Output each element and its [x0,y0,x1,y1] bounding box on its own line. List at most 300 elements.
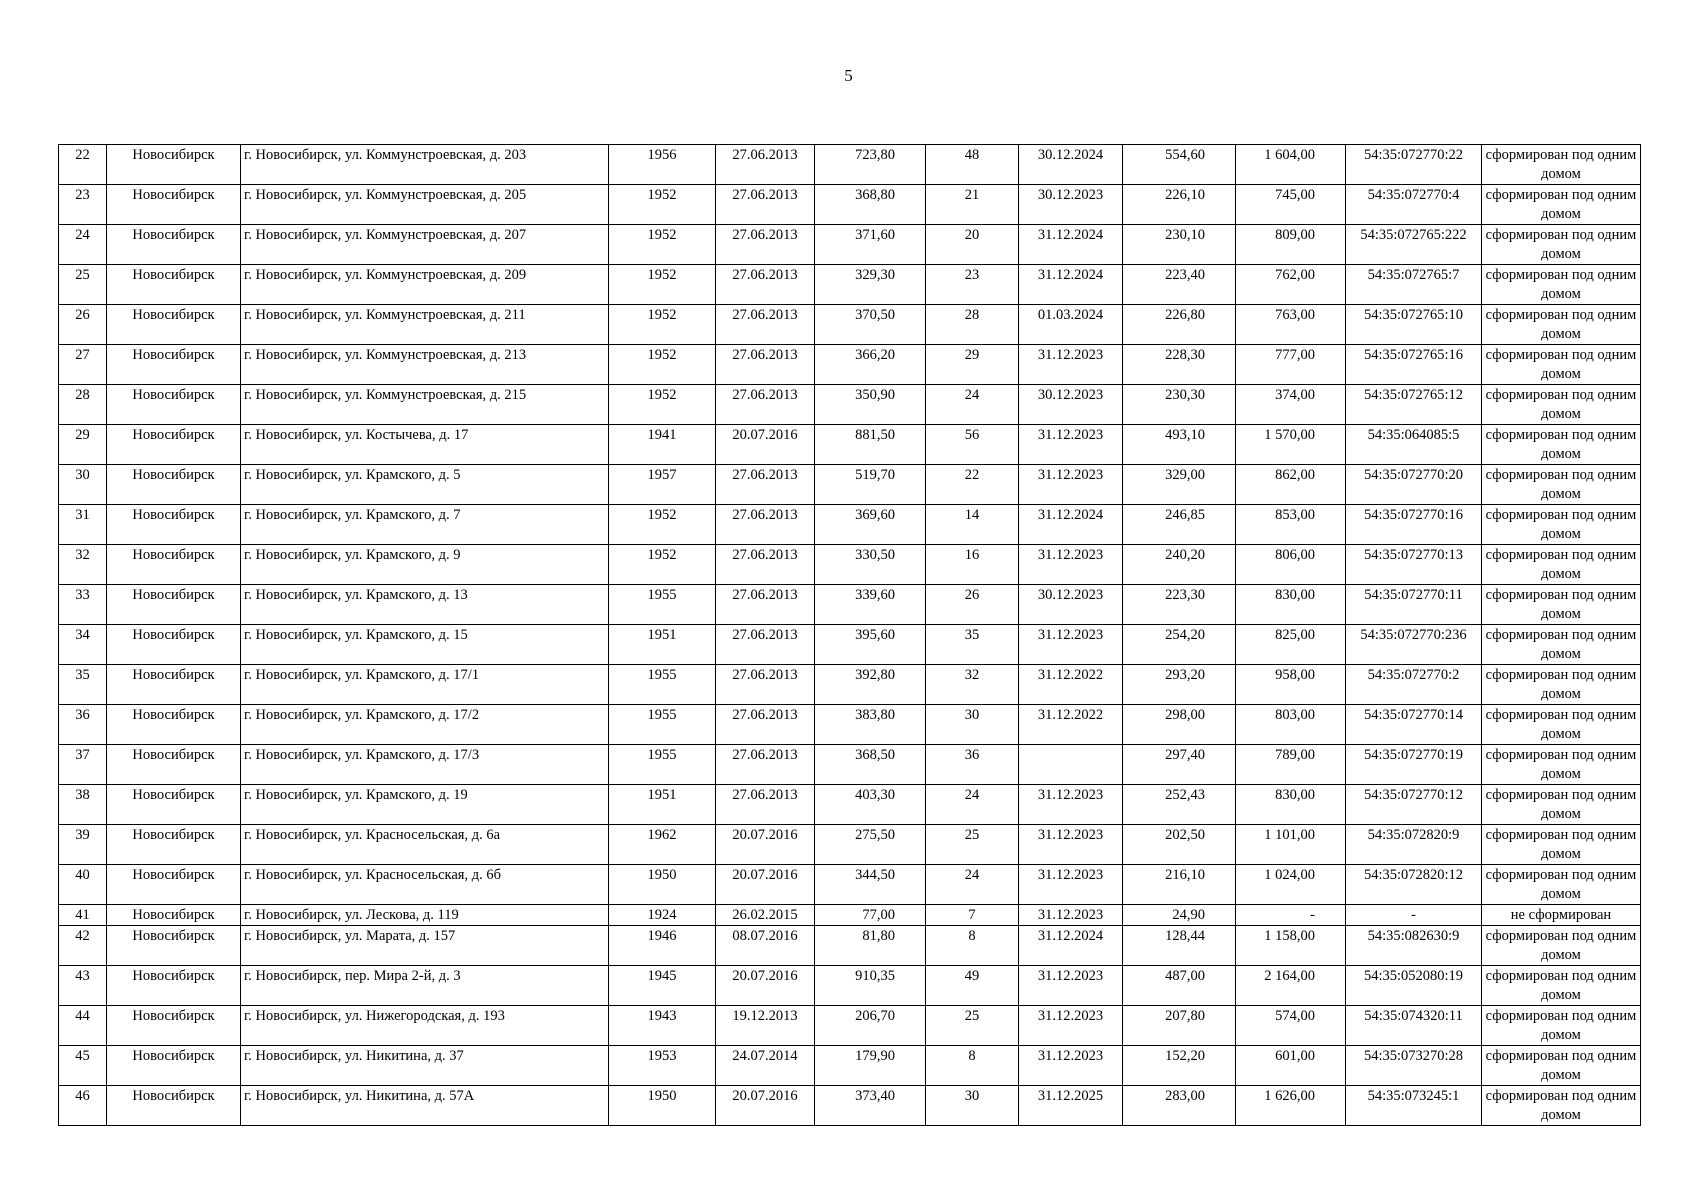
cell-total-area: 368,80 [815,185,926,225]
cell-residents-count: 49 [926,966,1019,1006]
cell-cadastral-number: 54:35:072770:236 [1346,625,1482,665]
cell-row-number: 24 [59,225,107,265]
cell-residents-count: 14 [926,505,1019,545]
cell-relocation-date: 30.12.2023 [1019,185,1123,225]
cell-city: Новосибирск [107,505,241,545]
cell-recognition-date: 27.06.2013 [716,545,815,585]
cell-address: г. Новосибирск, пер. Мира 2-й, д. 3 [241,966,609,1006]
cell-living-area: 216,10 [1123,865,1236,905]
cell-land-area: 601,00 [1236,1046,1346,1086]
cell-recognition-date: 20.07.2016 [716,425,815,465]
cell-address: г. Новосибирск, ул. Крамского, д. 17/1 [241,665,609,705]
cell-address: г. Новосибирск, ул. Коммунстроевская, д. 203 [241,145,609,185]
cell-total-area: 369,60 [815,505,926,545]
cell-land-status: сформирован под одним домом [1482,665,1641,705]
cell-recognition-date: 20.07.2016 [716,966,815,1006]
cell-land-area: 762,00 [1236,265,1346,305]
cell-land-status: сформирован под одним домом [1482,585,1641,625]
cell-residents-count: 25 [926,1006,1019,1046]
cell-land-status: сформирован под одним домом [1482,625,1641,665]
cell-cadastral-number: 54:35:072820:12 [1346,865,1482,905]
cell-land-area: 763,00 [1236,305,1346,345]
cell-relocation-date: 31.12.2023 [1019,465,1123,505]
cell-relocation-date: 30.12.2023 [1019,585,1123,625]
cell-recognition-date: 27.06.2013 [716,585,815,625]
cell-address: г. Новосибирск, ул. Красносельская, д. 6а [241,825,609,865]
cell-address: г. Новосибирск, ул. Никитина, д. 37 [241,1046,609,1086]
cell-land-area: 862,00 [1236,465,1346,505]
cell-year-built: 1924 [609,905,716,926]
cell-recognition-date: 27.06.2013 [716,505,815,545]
cell-residents-count: 8 [926,926,1019,966]
cell-living-area: 152,20 [1123,1046,1236,1086]
table-row [59,745,1641,785]
cell-row-number: 23 [59,185,107,225]
cell-cadastral-number: 54:35:072765:7 [1346,265,1482,305]
cell-year-built: 1955 [609,665,716,705]
cell-year-built: 1953 [609,1046,716,1086]
cell-total-area: 371,60 [815,225,926,265]
cell-residents-count: 24 [926,785,1019,825]
cell-row-number: 41 [59,905,107,926]
cell-address: г. Новосибирск, ул. Коммунстроевская, д. 215 [241,385,609,425]
table-row [59,265,1641,305]
cell-total-area: 339,60 [815,585,926,625]
cell-living-area: 254,20 [1123,625,1236,665]
cell-living-area: 226,80 [1123,305,1236,345]
cell-row-number: 25 [59,265,107,305]
cell-address: г. Новосибирск, ул. Костычева, д. 17 [241,425,609,465]
cell-living-area: 24,90 [1123,905,1236,926]
cell-living-area: 252,43 [1123,785,1236,825]
register-body [59,145,1641,1126]
cell-residents-count: 7 [926,905,1019,926]
cell-cadastral-number: 54:35:072770:11 [1346,585,1482,625]
cell-row-number: 34 [59,625,107,665]
cell-residents-count: 24 [926,385,1019,425]
cell-city: Новосибирск [107,785,241,825]
cell-residents-count: 25 [926,825,1019,865]
cell-relocation-date: 31.12.2023 [1019,1046,1123,1086]
cell-land-area: 1 604,00 [1236,145,1346,185]
cell-residents-count: 30 [926,705,1019,745]
cell-land-area: 958,00 [1236,665,1346,705]
cell-year-built: 1952 [609,345,716,385]
cell-city: Новосибирск [107,425,241,465]
cell-land-status: сформирован под одним домом [1482,305,1641,345]
cell-year-built: 1945 [609,966,716,1006]
cell-cadastral-number: 54:35:072765:12 [1346,385,1482,425]
cell-cadastral-number: 54:35:072770:20 [1346,465,1482,505]
cell-year-built: 1950 [609,1086,716,1126]
page-number: 5 [844,66,853,85]
cell-recognition-date: 27.06.2013 [716,385,815,425]
cell-city: Новосибирск [107,345,241,385]
cell-year-built: 1955 [609,745,716,785]
cell-relocation-date: 30.12.2024 [1019,145,1123,185]
cell-cadastral-number: 54:35:073270:28 [1346,1046,1482,1086]
cell-living-area: 493,10 [1123,425,1236,465]
cell-city: Новосибирск [107,825,241,865]
cell-total-area: 179,90 [815,1046,926,1086]
cell-year-built: 1952 [609,225,716,265]
cell-residents-count: 23 [926,265,1019,305]
cell-relocation-date: 31.12.2023 [1019,865,1123,905]
cell-residents-count: 20 [926,225,1019,265]
cell-city: Новосибирск [107,1086,241,1126]
cell-cadastral-number: 54:35:072770:2 [1346,665,1482,705]
cell-total-area: 392,80 [815,665,926,705]
cell-cadastral-number: 54:35:072770:19 [1346,745,1482,785]
cell-land-area: 374,00 [1236,385,1346,425]
cell-total-area: 81,80 [815,926,926,966]
cell-total-area: 350,90 [815,385,926,425]
cell-recognition-date: 20.07.2016 [716,1086,815,1126]
cell-city: Новосибирск [107,865,241,905]
table-row [59,345,1641,385]
cell-recognition-date: 20.07.2016 [716,865,815,905]
cell-year-built: 1951 [609,785,716,825]
cell-city: Новосибирск [107,185,241,225]
cell-living-area: 228,30 [1123,345,1236,385]
cell-recognition-date: 27.06.2013 [716,625,815,665]
cell-total-area: 403,30 [815,785,926,825]
cell-living-area: 230,10 [1123,225,1236,265]
cell-row-number: 37 [59,745,107,785]
cell-city: Новосибирск [107,966,241,1006]
table-row [59,705,1641,745]
cell-cadastral-number: - [1346,905,1482,926]
cell-land-area: 777,00 [1236,345,1346,385]
cell-living-area: 487,00 [1123,966,1236,1006]
cell-relocation-date: 31.12.2024 [1019,265,1123,305]
cell-recognition-date: 19.12.2013 [716,1006,815,1046]
table-row [59,926,1641,966]
cell-address: г. Новосибирск, ул. Крамского, д. 15 [241,625,609,665]
table-row [59,425,1641,465]
cell-city: Новосибирск [107,585,241,625]
cell-land-status: сформирован под одним домом [1482,265,1641,305]
cell-row-number: 33 [59,585,107,625]
cell-address: г. Новосибирск, ул. Крамского, д. 17/2 [241,705,609,745]
table-row [59,1086,1641,1126]
cell-relocation-date: 31.12.2024 [1019,505,1123,545]
cell-year-built: 1941 [609,425,716,465]
cell-land-area: 1 101,00 [1236,825,1346,865]
cell-city: Новосибирск [107,705,241,745]
cell-residents-count: 36 [926,745,1019,785]
cell-land-area: 809,00 [1236,225,1346,265]
cell-total-area: 77,00 [815,905,926,926]
cell-address: г. Новосибирск, ул. Крамского, д. 5 [241,465,609,505]
cell-year-built: 1957 [609,465,716,505]
cell-city: Новосибирск [107,145,241,185]
table-row [59,145,1641,185]
cell-row-number: 42 [59,926,107,966]
cell-city: Новосибирск [107,265,241,305]
cell-address: г. Новосибирск, ул. Коммунстроевская, д. 211 [241,305,609,345]
cell-living-area: 230,30 [1123,385,1236,425]
cell-year-built: 1946 [609,926,716,966]
cell-recognition-date: 27.06.2013 [716,785,815,825]
cell-cadastral-number: 54:35:064085:5 [1346,425,1482,465]
cell-row-number: 44 [59,1006,107,1046]
table-row [59,625,1641,665]
cell-residents-count: 56 [926,425,1019,465]
cell-relocation-date: 31.12.2023 [1019,625,1123,665]
cell-total-area: 275,50 [815,825,926,865]
cell-address: г. Новосибирск, ул. Марата, д. 157 [241,926,609,966]
cell-row-number: 43 [59,966,107,1006]
cell-recognition-date: 24.07.2014 [716,1046,815,1086]
table-row [59,966,1641,1006]
cell-row-number: 46 [59,1086,107,1126]
cell-residents-count: 26 [926,585,1019,625]
cell-address: г. Новосибирск, ул. Крамского, д. 7 [241,505,609,545]
cell-row-number: 35 [59,665,107,705]
cell-recognition-date: 27.06.2013 [716,265,815,305]
cell-land-status: сформирован под одним домом [1482,1006,1641,1046]
cell-living-area: 240,20 [1123,545,1236,585]
cell-land-area: 1 024,00 [1236,865,1346,905]
cell-year-built: 1955 [609,585,716,625]
cell-cadastral-number: 54:35:072770:14 [1346,705,1482,745]
cell-address: г. Новосибирск, ул. Крамского, д. 9 [241,545,609,585]
cell-cadastral-number: 54:35:072820:9 [1346,825,1482,865]
cell-address: г. Новосибирск, ул. Нижегородская, д. 193 [241,1006,609,1046]
cell-residents-count: 28 [926,305,1019,345]
cell-relocation-date: 31.12.2024 [1019,225,1123,265]
cell-land-status: сформирован под одним домом [1482,425,1641,465]
cell-year-built: 1952 [609,185,716,225]
cell-address: г. Новосибирск, ул. Крамского, д. 13 [241,585,609,625]
cell-recognition-date: 08.07.2016 [716,926,815,966]
cell-land-area: 1 158,00 [1236,926,1346,966]
table-row [59,865,1641,905]
cell-living-area: 298,00 [1123,705,1236,745]
cell-relocation-date: 31.12.2023 [1019,425,1123,465]
cell-year-built: 1952 [609,545,716,585]
cell-residents-count: 8 [926,1046,1019,1086]
table-row [59,825,1641,865]
cell-city: Новосибирск [107,545,241,585]
cell-residents-count: 16 [926,545,1019,585]
cell-land-area: 574,00 [1236,1006,1346,1046]
table-row [59,305,1641,345]
cell-relocation-date: 31.12.2023 [1019,905,1123,926]
cell-total-area: 330,50 [815,545,926,585]
cell-total-area: 366,20 [815,345,926,385]
cell-residents-count: 32 [926,665,1019,705]
cell-land-status: сформирован под одним домом [1482,745,1641,785]
cell-cadastral-number: 54:35:073245:1 [1346,1086,1482,1126]
cell-row-number: 31 [59,505,107,545]
cell-year-built: 1956 [609,145,716,185]
cell-year-built: 1962 [609,825,716,865]
cell-recognition-date: 27.06.2013 [716,185,815,225]
cell-total-area: 344,50 [815,865,926,905]
cell-city: Новосибирск [107,745,241,785]
table-row [59,1006,1641,1046]
cell-land-area: 2 164,00 [1236,966,1346,1006]
cell-relocation-date: 31.12.2023 [1019,825,1123,865]
cell-land-area: 825,00 [1236,625,1346,665]
table-row [59,905,1641,926]
cell-residents-count: 24 [926,865,1019,905]
cell-living-area: 329,00 [1123,465,1236,505]
cell-land-status: сформирован под одним домом [1482,145,1641,185]
cell-row-number: 28 [59,385,107,425]
cell-land-area: 803,00 [1236,705,1346,745]
cell-relocation-date: 31.12.2023 [1019,345,1123,385]
cell-living-area: 226,10 [1123,185,1236,225]
cell-recognition-date: 27.06.2013 [716,305,815,345]
cell-land-status: сформирован под одним домом [1482,785,1641,825]
cell-total-area: 723,80 [815,145,926,185]
cell-living-area: 293,20 [1123,665,1236,705]
cell-year-built: 1952 [609,305,716,345]
cell-row-number: 22 [59,145,107,185]
cell-land-area: 830,00 [1236,785,1346,825]
cell-year-built: 1943 [609,1006,716,1046]
cell-total-area: 329,30 [815,265,926,305]
cell-land-area: 789,00 [1236,745,1346,785]
table-row [59,585,1641,625]
cell-address: г. Новосибирск, ул. Лескова, д. 119 [241,905,609,926]
cell-city: Новосибирск [107,1046,241,1086]
cell-city: Новосибирск [107,1006,241,1046]
cell-residents-count: 48 [926,145,1019,185]
cell-cadastral-number: 54:35:072765:222 [1346,225,1482,265]
cell-cadastral-number: 54:35:052080:19 [1346,966,1482,1006]
cell-relocation-date: 31.12.2023 [1019,785,1123,825]
cell-relocation-date: 31.12.2023 [1019,545,1123,585]
table-row [59,465,1641,505]
cell-row-number: 38 [59,785,107,825]
cell-land-status: сформирован под одним домом [1482,1086,1641,1126]
cell-land-status: сформирован под одним домом [1482,825,1641,865]
cell-land-status: сформирован под одним домом [1482,345,1641,385]
cell-relocation-date: 31.12.2024 [1019,926,1123,966]
cell-address: г. Новосибирск, ул. Коммунстроевская, д. 209 [241,265,609,305]
cell-land-status: сформирован под одним домом [1482,225,1641,265]
cell-residents-count: 21 [926,185,1019,225]
cell-year-built: 1952 [609,385,716,425]
cell-living-area: 554,60 [1123,145,1236,185]
table-row [59,505,1641,545]
cell-land-area: 745,00 [1236,185,1346,225]
cell-living-area: 207,80 [1123,1006,1236,1046]
cell-cadastral-number: 54:35:072770:16 [1346,505,1482,545]
cell-recognition-date: 26.02.2015 [716,905,815,926]
table-row [59,385,1641,425]
cell-land-status: сформирован под одним домом [1482,705,1641,745]
cell-land-area: 853,00 [1236,505,1346,545]
cell-year-built: 1950 [609,865,716,905]
cell-row-number: 30 [59,465,107,505]
cell-address: г. Новосибирск, ул. Крамского, д. 19 [241,785,609,825]
housing-register-table [58,144,1641,1126]
cell-land-status: сформирован под одним домом [1482,385,1641,425]
cell-land-status: сформирован под одним домом [1482,966,1641,1006]
cell-cadastral-number: 54:35:072770:12 [1346,785,1482,825]
cell-row-number: 27 [59,345,107,385]
cell-land-status: сформирован под одним домом [1482,1046,1641,1086]
cell-total-area: 370,50 [815,305,926,345]
cell-land-area: 830,00 [1236,585,1346,625]
cell-relocation-date: 31.12.2023 [1019,966,1123,1006]
cell-residents-count: 30 [926,1086,1019,1126]
cell-city: Новосибирск [107,905,241,926]
cell-city: Новосибирск [107,385,241,425]
cell-residents-count: 29 [926,345,1019,385]
cell-year-built: 1951 [609,625,716,665]
cell-land-area: - [1236,905,1346,926]
cell-year-built: 1955 [609,705,716,745]
cell-living-area: 223,30 [1123,585,1236,625]
cell-living-area: 246,85 [1123,505,1236,545]
cell-recognition-date: 27.06.2013 [716,145,815,185]
cell-address: г. Новосибирск, ул. Красносельская, д. 6б [241,865,609,905]
cell-relocation-date: 31.12.2023 [1019,1006,1123,1046]
cell-address: г. Новосибирск, ул. Крамского, д. 17/3 [241,745,609,785]
cell-land-status: сформирован под одним домом [1482,465,1641,505]
cell-land-status: сформирован под одним домом [1482,865,1641,905]
cell-total-area: 881,50 [815,425,926,465]
cell-year-built: 1952 [609,505,716,545]
cell-total-area: 395,60 [815,625,926,665]
cell-recognition-date: 27.06.2013 [716,225,815,265]
cell-total-area: 373,40 [815,1086,926,1126]
table-row [59,1046,1641,1086]
cell-cadastral-number: 54:35:072770:13 [1346,545,1482,585]
cell-recognition-date: 27.06.2013 [716,345,815,385]
cell-residents-count: 22 [926,465,1019,505]
cell-land-area: 1 570,00 [1236,425,1346,465]
cell-living-area: 297,40 [1123,745,1236,785]
cell-address: г. Новосибирск, ул. Коммунстроевская, д. 213 [241,345,609,385]
cell-city: Новосибирск [107,625,241,665]
cell-relocation-date: 31.12.2025 [1019,1086,1123,1126]
cell-city: Новосибирск [107,225,241,265]
cell-city: Новосибирск [107,465,241,505]
cell-recognition-date: 27.06.2013 [716,705,815,745]
cell-row-number: 36 [59,705,107,745]
cell-total-area: 910,35 [815,966,926,1006]
cell-living-area: 283,00 [1123,1086,1236,1126]
cell-living-area: 128,44 [1123,926,1236,966]
table-row [59,185,1641,225]
cell-row-number: 32 [59,545,107,585]
table-row [59,665,1641,705]
cell-row-number: 29 [59,425,107,465]
cell-land-area: 1 626,00 [1236,1086,1346,1126]
cell-residents-count: 35 [926,625,1019,665]
cell-relocation-date [1019,745,1123,785]
cell-city: Новосибирск [107,665,241,705]
cell-land-status: не сформирован [1482,905,1641,926]
cell-recognition-date: 27.06.2013 [716,745,815,785]
cell-recognition-date: 27.06.2013 [716,465,815,505]
cell-land-status: сформирован под одним домом [1482,926,1641,966]
cell-cadastral-number: 54:35:072765:10 [1346,305,1482,345]
cell-row-number: 45 [59,1046,107,1086]
cell-city: Новосибирск [107,305,241,345]
cell-recognition-date: 27.06.2013 [716,665,815,705]
cell-land-area: 806,00 [1236,545,1346,585]
cell-relocation-date: 01.03.2024 [1019,305,1123,345]
cell-living-area: 223,40 [1123,265,1236,305]
